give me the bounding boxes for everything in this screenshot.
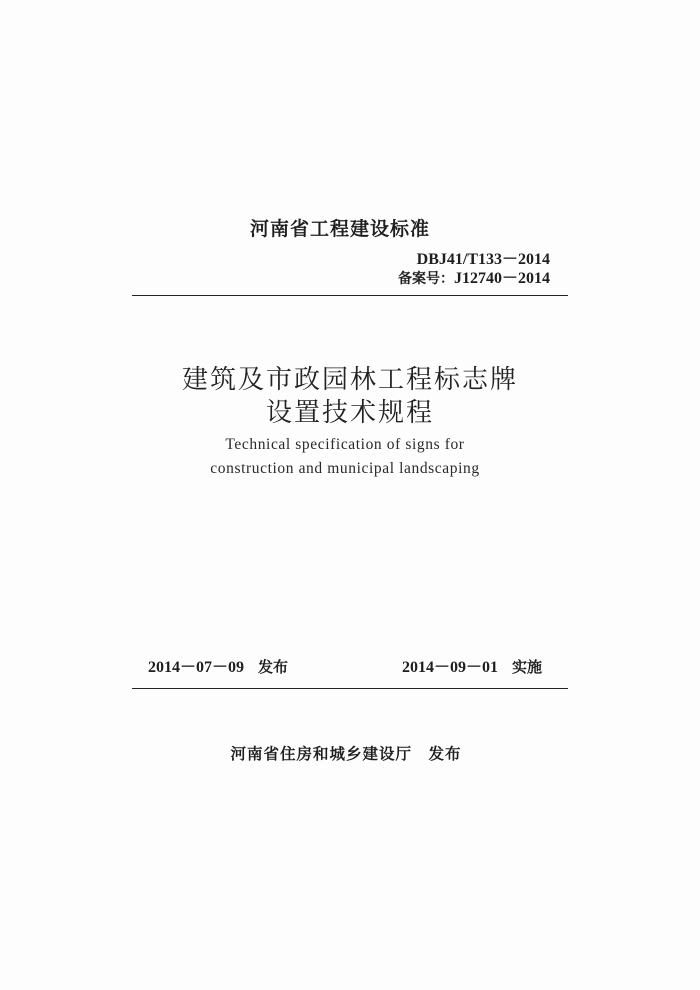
issue-date — [148, 654, 288, 677]
bottom-divider — [132, 688, 568, 689]
title-english-line-1: Technical specification of signs for — [225, 436, 465, 453]
implementation-date-value: 2014－09－01 — [402, 659, 499, 676]
filing-label: 备案号： — [397, 271, 454, 287]
filing-value: J12740－2014 — [453, 270, 550, 287]
implementation-action: 实施 — [512, 658, 543, 676]
standard-code: DBJ41/T133－2014 — [416, 251, 550, 268]
top-divider — [132, 295, 568, 296]
title-english-line-2: construction and municipal landscaping — [210, 460, 480, 477]
filing-number — [398, 265, 550, 288]
publisher: 河南省住房和城乡建设厅 发布 — [230, 745, 462, 763]
issue-date-value: 2014－07－09 — [148, 659, 245, 676]
issue-action: 发布 — [258, 658, 289, 676]
implementation-date — [402, 654, 542, 677]
standard-series-label: 河南省工程建设标准 — [250, 218, 431, 240]
title-chinese-line-2: 设置技术规程 — [265, 398, 434, 428]
title-chinese-line-1: 建筑及市政园林工程标志牌 — [181, 365, 518, 395]
